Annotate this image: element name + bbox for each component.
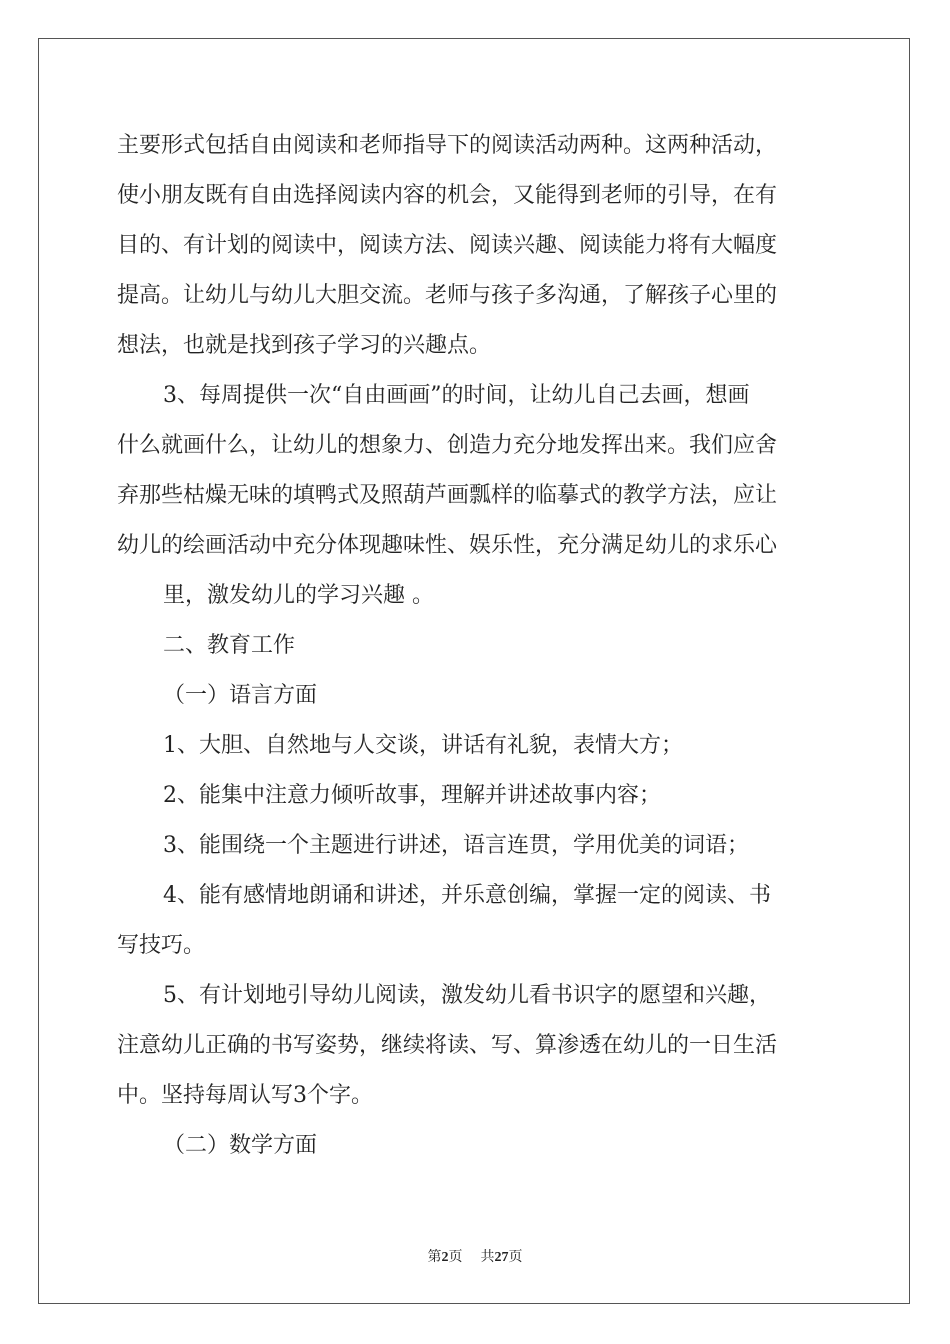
text-line: 什么就画什么，让幼儿的想象力、创造力充分地发挥出来。我们应舍 bbox=[117, 433, 778, 458]
page-suffix: 页 bbox=[448, 1250, 463, 1265]
list-item: 4、能有感情地朗诵和讲述，并乐意创编，掌握一定的阅读、书 bbox=[163, 883, 771, 908]
list-item: 1、大胆、自然地与人交谈，讲话有礼貌，表情大方； bbox=[163, 733, 683, 758]
text-line: 主要形式包括自由阅读和老师指导下的阅读活动两种。这两种活动， bbox=[117, 133, 778, 158]
section-heading: 二、教育工作 bbox=[163, 633, 296, 658]
text-line: 幼儿的绘画活动中充分体现趣味性、娱乐性，充分满足幼儿的求乐心 bbox=[117, 533, 778, 558]
text-line: 里，激发幼儿的学习兴趣 。 bbox=[163, 583, 434, 608]
text-line: 弃那些枯燥无味的填鸭式及照葫芦画瓢样的临摹式的教学方法，应让 bbox=[117, 483, 778, 508]
text-line: 3、每周提供一次“自由画画”的时间，让幼儿自己去画，想画 bbox=[163, 383, 750, 408]
text-line: 使小朋友既有自由选择阅读内容的机会，又能得到老师的引导，在有 bbox=[117, 183, 778, 208]
total-prefix: 共 bbox=[480, 1250, 495, 1265]
subsection-heading: （二）数学方面 bbox=[163, 1133, 318, 1158]
page-frame bbox=[38, 38, 910, 1304]
page-footer bbox=[0, 1246, 950, 1266]
text-line: 想法，也就是找到孩子学习的兴趣点。 bbox=[117, 333, 492, 358]
text-line: 写技巧。 bbox=[117, 933, 206, 958]
list-item: 5、有计划地引导幼儿阅读，激发幼儿看书识字的愿望和兴趣， bbox=[163, 983, 771, 1008]
subsection-heading: （一）语言方面 bbox=[163, 683, 318, 708]
text-line: 注意幼儿正确的书写姿势，继续将读、写、算渗透在幼儿的一日生活 bbox=[117, 1033, 778, 1058]
total-suffix: 页 bbox=[508, 1250, 523, 1265]
list-item: 2、能集中注意力倾听故事，理解并讲述故事内容； bbox=[163, 783, 661, 808]
text-line: 目的、有计划的阅读中，阅读方法、阅读兴趣、阅读能力将有大幅度 bbox=[117, 233, 778, 258]
text-line: 提高。让幼儿与幼儿大胆交流。老师与孩子多沟通，了解孩子心里的 bbox=[117, 283, 778, 308]
total-pages: 27 bbox=[494, 1250, 509, 1265]
page-number: 2 bbox=[441, 1250, 449, 1265]
text-line: 中。坚持每周认写3个字。 bbox=[117, 1083, 373, 1108]
list-item: 3、能围绕一个主题进行讲述，语言连贯，学用优美的词语； bbox=[163, 833, 749, 858]
page-prefix: 第 bbox=[427, 1250, 442, 1265]
